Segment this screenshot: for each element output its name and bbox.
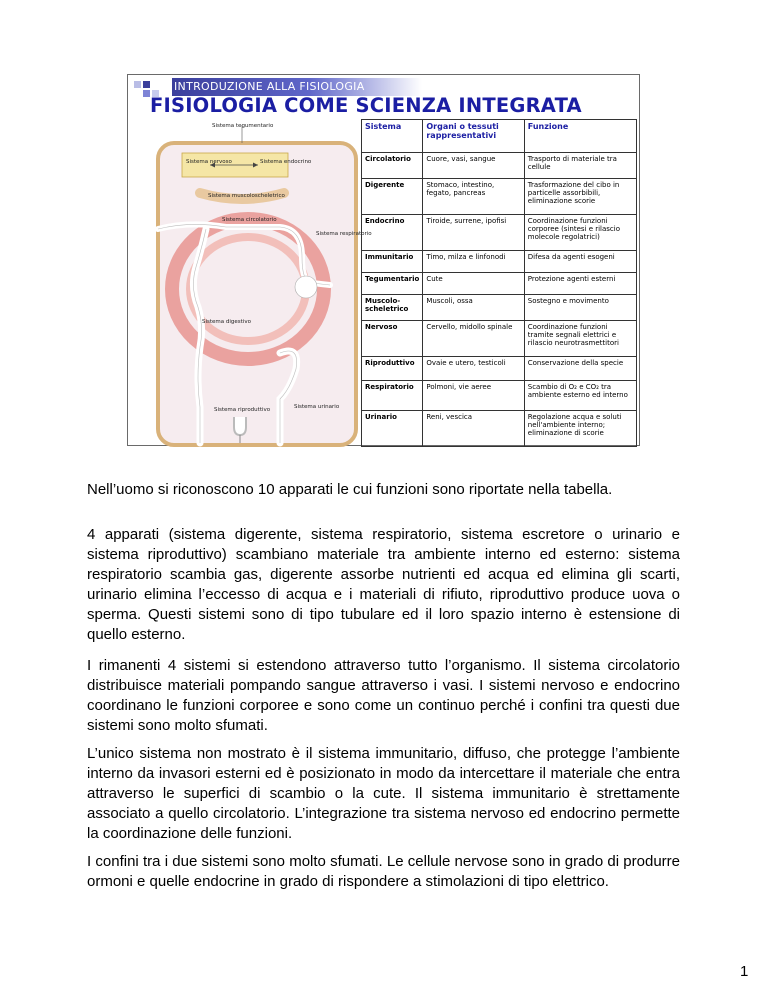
table-row <box>362 295 637 321</box>
table-cell-sistema: Respiratorio <box>362 381 423 411</box>
paragraph-intro: Nell’uomo si riconoscono 10 apparati le cui funzioni sono riportate nella tabella. <box>87 481 613 498</box>
label-digestivo: Sistema digestivo <box>202 319 251 325</box>
table-header: Organi o tessuti rappresentativi <box>423 120 524 153</box>
bullet-square-icon <box>143 81 150 88</box>
bullet-square-icon <box>143 90 150 97</box>
table-cell-organi: Tiroide, surrene, ipofisi <box>423 215 524 251</box>
table-cell-sistema: Nervoso <box>362 321 423 357</box>
table-cell-funzione: Conservazione della specie <box>524 357 636 381</box>
table-row <box>362 251 637 273</box>
table-cell-sistema: Urinario <box>362 411 423 447</box>
body-systems-diagram <box>130 117 372 445</box>
table-cell-sistema: Riproduttivo <box>362 357 423 381</box>
table-cell-funzione: Trasporto di materiale tra cellule <box>524 153 636 179</box>
table-cell-organi: Timo, milza e linfonodi <box>423 251 524 273</box>
label-urinario: Sistema urinario <box>294 404 340 410</box>
slide-header: INTRODUZIONE ALLA FISIOLOGIA <box>174 80 365 93</box>
table-header-row <box>362 120 637 153</box>
table-cell-sistema: Immunitario <box>362 251 423 273</box>
table-cell-sistema: Endocrino <box>362 215 423 251</box>
systems-table <box>361 119 637 447</box>
table-cell-funzione: Coordinazione funzioni tramite segnali elettrici e rilascio neurotrasmettitori <box>524 321 636 357</box>
table-row <box>362 357 637 381</box>
table-row <box>362 153 637 179</box>
table-cell-organi: Reni, vescica <box>423 411 524 447</box>
reproductive-organ <box>234 417 246 435</box>
slide-title: FISIOLOGIA COME SCIENZA INTEGRATA <box>150 94 582 117</box>
table-cell-sistema: Circolatorio <box>362 153 423 179</box>
table-row <box>362 179 637 215</box>
table-row <box>362 381 637 411</box>
table-cell-organi: Polmoni, vie aeree <box>423 381 524 411</box>
paragraph-exchange-systems: 4 apparati (sistema digerente, sistema respiratorio, sistema escretore o urinario e sistema riproduttivo) scambiano materiale tra ambiente interno ed esterno: sistema respiratorio scambia gas, digerente assorbe nutrienti ed acqua ed elimina gli scarti, urinario elimina l’eccesso di acqua e i materiali di rifiuto, riproduttivo produce uova o sperma. Questi sistemi sono di tipo tubulare ed il loro spazio interno è estensione di quello esterno. <box>87 526 680 643</box>
table-cell-funzione: Difesa da agenti esogeni <box>524 251 636 273</box>
page-number: 1 <box>740 963 749 980</box>
table-cell-organi: Cuore, vasi, sangue <box>423 153 524 179</box>
label-respiratorio: Sistema respiratorio <box>316 231 372 237</box>
table-cell-funzione: Trasformazione del cibo in particelle assorbibili, eliminazione scorie <box>524 179 636 215</box>
label-circolatorio: Sistema circolatorio <box>222 217 277 223</box>
table-cell-organi: Cute <box>423 273 524 295</box>
label-nervoso: Sistema nervoso <box>186 159 232 165</box>
paragraph-immune-system: L’unico sistema non mostrato è il sistema immunitario, diffuso, che protegge l’ambiente interno da invasori esterni ed è posizionato in modo da intercettare il materiale che entra attraverso le superfici di scambio o la cute. Il sistema immunitario è strettamente associato a quello circolatorio. L’integrazione tra sistema nervoso ed endocrino permette la coordinazione delle funzioni. <box>87 745 680 842</box>
label-endocrino: Sistema endocrino <box>260 159 312 165</box>
paragraph-distributed-systems: I rimanenti 4 sistemi si estendono attraverso tutto l’organismo. Il sistema circolatorio distribuisce materiali pompando sangue attraverso i vasi. I sistemi nervoso e endocrino coordinano le funzioni corporee e sono come un continuo perché i confini tra questi due sistemi sono molto sfumati. <box>87 657 680 734</box>
table-cell-funzione: Scambio di O₂ e CO₂ tra ambiente esterno ed interno <box>524 381 636 411</box>
table-cell-organi: Stomaco, intestino, fegato, pancreas <box>423 179 524 215</box>
table-row <box>362 321 637 357</box>
table-cell-sistema: Digerente <box>362 179 423 215</box>
label-riproduttivo: Sistema riproduttivo <box>214 407 271 413</box>
table-row <box>362 273 637 295</box>
table-cell-organi: Muscoli, ossa <box>423 295 524 321</box>
table-row <box>362 215 637 251</box>
table-cell-sistema: Muscolo-scheletrico <box>362 295 423 321</box>
table-cell-organi: Ovaie e utero, testicoli <box>423 357 524 381</box>
table-cell-funzione: Coordinazione funzioni corporee (sintesi e rilascio molecole regolatrici) <box>524 215 636 251</box>
table-cell-funzione: Regolazione acqua e soluti nell'ambiente interno; eliminazione di scorie <box>524 411 636 447</box>
slide-image <box>127 74 640 446</box>
bullet-square-icon <box>134 81 141 88</box>
table-cell-organi: Cervello, midollo spinale <box>423 321 524 357</box>
table-cell-funzione: Sostegno e movimento <box>524 295 636 321</box>
paragraph-boundaries: I confini tra i due sistemi sono molto sfumati. Le cellule nervose sono in grado di produrre ormoni e quelle endocrine in grado di rispondere a stimolazioni di tipo elettrico. <box>87 853 680 890</box>
table-row <box>362 411 637 447</box>
label-tegumentario: Sistema tegumentario <box>212 123 274 129</box>
label-muscolo: Sistema muscoloscheletrico <box>208 193 285 199</box>
table-cell-funzione: Protezione agenti esterni <box>524 273 636 295</box>
table-header: Funzione <box>524 120 636 153</box>
table-cell-sistema: Tegumentario <box>362 273 423 295</box>
table-header: Sistema <box>362 120 423 153</box>
